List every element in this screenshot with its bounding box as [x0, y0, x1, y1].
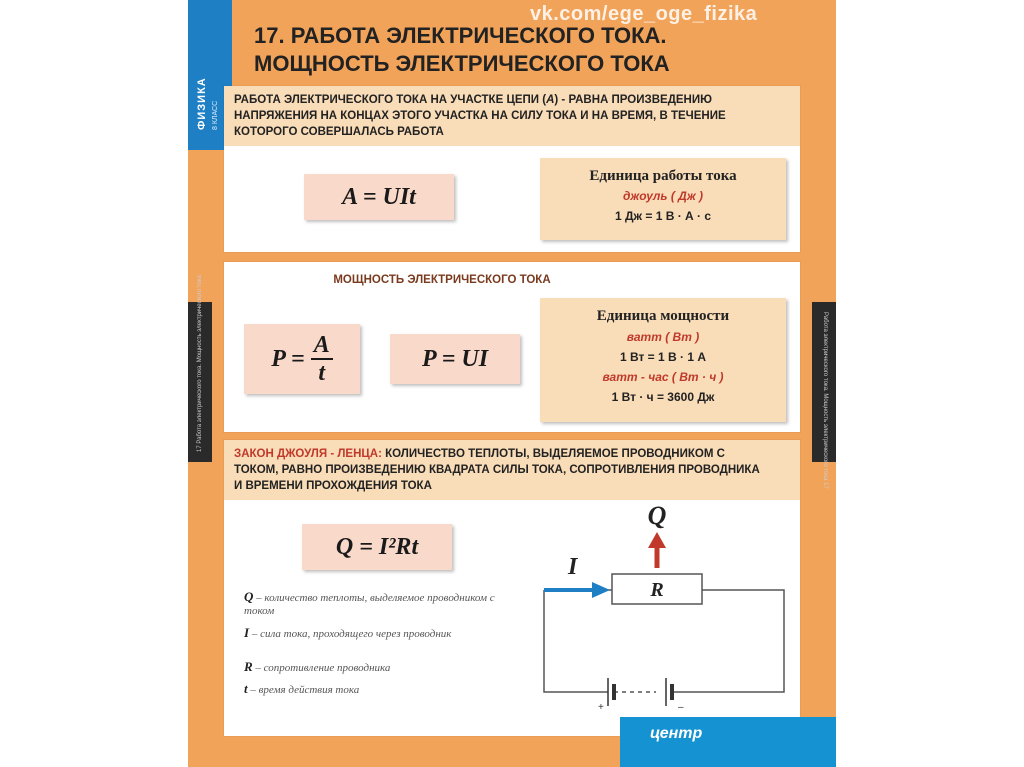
resistor-label: R [650, 579, 664, 601]
joule-lenz-definition [224, 440, 800, 500]
page-title [254, 22, 814, 78]
current-label: I [568, 554, 578, 580]
power-unit-name-1: ватт ( Вт ) [626, 330, 700, 344]
power-section [224, 262, 800, 432]
left-spine-text: 17 Работа электрического тока. Мощность электрического тока [197, 275, 203, 452]
left-spine [188, 275, 212, 462]
work-unit-box [540, 158, 786, 240]
legend-t [244, 682, 504, 697]
power-unit-relation-1: 1 Вт = 1 В · 1 А [619, 350, 707, 364]
watermark: vk.com/ege_oge_fizika [530, 3, 758, 25]
power-formula-fraction [244, 324, 360, 394]
joule-lenz-section [224, 440, 800, 736]
right-spine [812, 302, 836, 489]
battery-plus: + [598, 702, 604, 713]
joule-formula: Q = I²Rt [302, 524, 452, 570]
fraction-denominator: t [318, 360, 326, 386]
power-unit-box [540, 298, 786, 422]
legend-q [244, 590, 504, 618]
law-text: КОЛИЧЕСТВО ТЕПЛОТЫ, ВЫДЕЛЯЕМОЕ ПРОВОДНИКОМ С ТОКОМ, РАВНО ПРОИЗВЕДЕНИЮ КВАДРАТА СИЛЫ ТОКА, СОПРОТИВЛЕНИЯ ПРОВОДНИКА И ВРЕМЕНИ ПРОХОЖДЕНИЯ ТОКА [234, 448, 760, 492]
current-arrow-icon [544, 582, 610, 598]
power-formula-ui: P = UI [390, 334, 520, 384]
battery-minus: – [678, 702, 684, 713]
circuit-wires [544, 590, 784, 692]
work-section [224, 86, 800, 252]
legend-q-symbol: Q [244, 589, 254, 604]
legend-r-text: – сопротивление проводника [255, 662, 391, 674]
legend-i [244, 626, 504, 641]
legend-q-text: – количество теплоты, выделяемое проводником с током [244, 592, 495, 617]
heat-label: Q [647, 501, 667, 530]
legend-t-text: – время действия тока [250, 684, 360, 696]
power-unit-relation-2: 1 Вт · ч = 3600 Дж [611, 390, 715, 404]
work-unit-name: джоуль ( Дж ) [622, 189, 704, 203]
circuit-diagram [524, 496, 794, 726]
power-heading: МОЩНОСТЬ ЭЛЕКТРИЧЕСКОГО ТОКА [224, 262, 800, 294]
work-unit-relation: 1 Дж = 1 В · А · с [614, 209, 712, 223]
law-name: ЗАКОН ДЖОУЛЯ - ЛЕНЦА: [234, 448, 382, 460]
title-line-1: 17. РАБОТА ЭЛЕКТРИЧЕСКОГО ТОКА. [254, 23, 667, 48]
power-unit-name-2: ватт - час ( Вт · ч ) [602, 370, 724, 384]
poster [188, 0, 836, 767]
legend-i-text: – сила тока, проходящего через проводник [251, 628, 452, 640]
fraction-numerator: A [313, 332, 330, 358]
title-line-2: МОЩНОСТЬ ЭЛЕКТРИЧЕСКОГО ТОКА [254, 51, 670, 76]
work-formula: A = UIt [304, 174, 454, 220]
work-unit-title: Единица работы тока [589, 168, 737, 184]
heat-arrow-icon [648, 532, 666, 568]
legend-t-symbol: t [244, 681, 248, 696]
power-fraction [311, 333, 333, 385]
publisher-logo [620, 717, 836, 767]
right-spine-text: Работа электрического тока. Мощность электрического тока 17 [822, 312, 828, 489]
legend-r-symbol: R [244, 659, 253, 674]
publisher-name: центр [650, 725, 703, 742]
power-unit-title: Единица мощности [596, 308, 730, 324]
legend-r [244, 660, 504, 675]
legend-i-symbol: I [244, 625, 250, 640]
power-formula-lhs: P = [271, 345, 305, 372]
subject-label: ФИЗИКА [196, 77, 208, 130]
grade-label: 8 КЛАСС [212, 100, 219, 130]
work-definition: РАБОТА ЭЛЕКТРИЧЕСКОГО ТОКА НА УЧАСТКЕ ЦЕПИ (A) - РАВНА ПРОИЗВЕДЕНИЮ НАПРЯЖЕНИЯ НА КОНЦАХ ЭТОГО УЧАСТКА НА СИЛУ ТОКА И НА ВРЕМЯ, В ТЕЧЕНИЕ КОТОРОГО СОВЕРШАЛАСЬ РАБОТА [224, 86, 800, 146]
